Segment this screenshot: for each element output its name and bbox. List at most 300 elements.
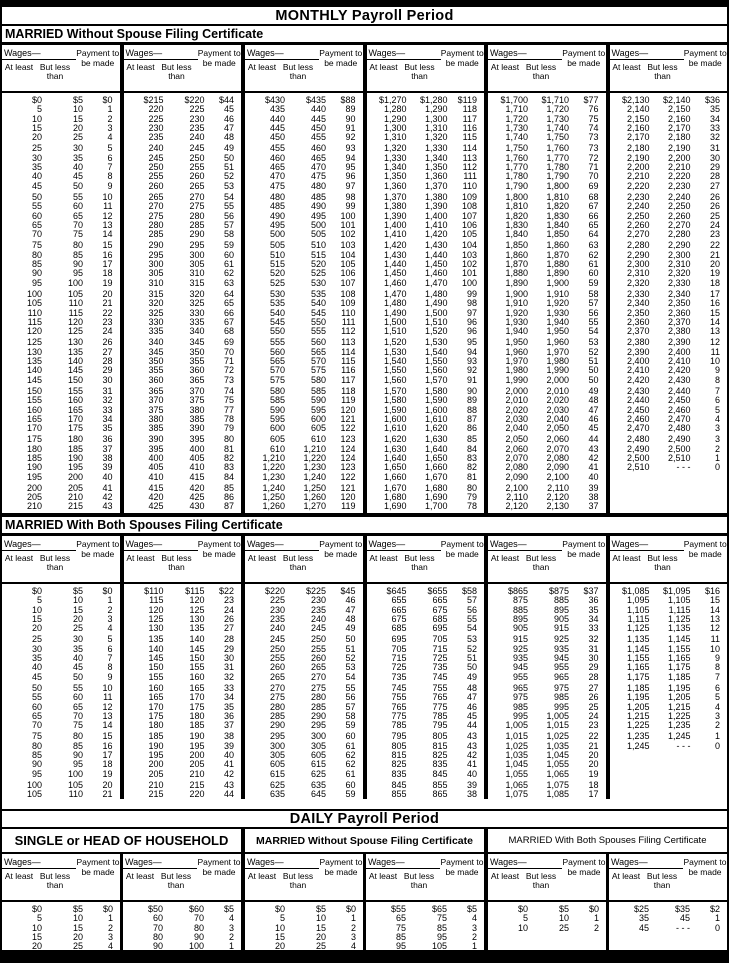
table-row <box>245 942 363 951</box>
payment-amount: 8 <box>107 662 113 673</box>
wage-at-least: 1,155 <box>626 653 650 664</box>
wage-but-less-than: 2,040 <box>546 413 569 424</box>
wage-at-least: 290 <box>269 720 285 731</box>
wage-but-less-than: 1,990 <box>546 365 569 376</box>
wage-at-least: 695 <box>391 634 407 645</box>
wage-at-least: 1,215 <box>626 710 650 721</box>
payment-amount: 7 <box>107 653 113 664</box>
wages-header: Wages— <box>610 538 684 551</box>
wage-at-least: 250 <box>148 162 164 173</box>
wage-at-least: 200 <box>148 759 164 770</box>
payment-amount: $44 <box>218 95 234 105</box>
payment-amount: 107 <box>340 277 356 288</box>
wage-at-least: 55 <box>31 201 42 212</box>
payment-amount: 99 <box>345 201 356 212</box>
wage-but-less-than: 490 <box>310 201 326 212</box>
payment-amount: 1 <box>714 452 720 463</box>
wage-at-least: 795 <box>391 731 407 742</box>
table-row <box>610 279 728 288</box>
wage-but-less-than: 1,400 <box>424 210 448 221</box>
wage-but-less-than: 500 <box>310 219 326 230</box>
wage-but-less-than: 300 <box>189 249 205 260</box>
wage-but-less-than: 75 <box>436 913 447 924</box>
wage-at-least: $1,085 <box>621 586 650 596</box>
wage-but-less-than: 115 <box>68 307 83 318</box>
wage-at-least: 1,490 <box>383 307 407 318</box>
table-rows <box>609 902 727 933</box>
table-rows <box>245 93 363 512</box>
payment-amount: 26 <box>223 613 234 624</box>
payment-amount: 110 <box>341 307 356 318</box>
wage-but-less-than: 60 <box>72 692 83 703</box>
payment-amount: 0 <box>228 952 234 963</box>
wage-but-less-than: 1,015 <box>546 720 569 731</box>
wage-at-least: 90 <box>31 759 42 770</box>
wage-at-least: 1,105 <box>626 604 650 615</box>
table-row <box>124 424 242 433</box>
wage-but-less-than: 1,540 <box>424 346 448 357</box>
wage-but-less-than: 1,590 <box>424 395 448 406</box>
wage-but-less-than: 2,130 <box>546 501 569 512</box>
payment-amount: 23 <box>223 595 234 606</box>
monthly-mwbs-table <box>2 536 727 799</box>
wage-at-least: 1,730 <box>505 122 528 133</box>
wage-at-least: 1,015 <box>505 731 528 742</box>
payment-amount: 39 <box>102 462 113 473</box>
wage-at-least: 80 <box>152 931 163 942</box>
wage-but-less-than: 2,430 <box>667 374 691 385</box>
wage-but-less-than: 1,320 <box>424 132 448 143</box>
wage-but-less-than: 1,720 <box>546 104 569 115</box>
table-row <box>2 115 120 124</box>
wage-at-least: $0 <box>274 904 285 914</box>
payment-amount: 1 <box>471 941 477 952</box>
wage-at-least: 2,310 <box>626 268 650 279</box>
wage-at-least: 60 <box>31 210 42 221</box>
wage-at-least: $645 <box>386 586 407 596</box>
table-row <box>2 144 120 153</box>
wage-at-least: 375 <box>148 404 164 415</box>
wage-at-least: 1,920 <box>505 307 528 318</box>
payment-amount: 76 <box>588 104 599 115</box>
wage-but-less-than: 855 <box>432 779 448 790</box>
wage-but-less-than: 230 <box>310 595 326 606</box>
table-row <box>124 673 242 682</box>
payment-amount: 3 <box>714 710 720 721</box>
wage-but-less-than: 525 <box>310 268 326 279</box>
payment-amount: 91 <box>466 374 477 385</box>
payment-amount: 93 <box>466 356 477 367</box>
payment-amount: 26 <box>588 692 599 703</box>
wage-at-least: 655 <box>391 595 407 606</box>
wage-at-least: 635 <box>269 789 285 800</box>
table-row <box>245 953 363 962</box>
table-row <box>123 905 241 914</box>
wage-but-less-than: 40 <box>72 162 83 173</box>
wage-but-less-than: 1,310 <box>424 122 448 133</box>
wage-but-less-than: 610 <box>310 434 326 445</box>
payment-amount: 63 <box>223 277 234 288</box>
table-row <box>245 721 363 730</box>
payment-amount: 55 <box>223 201 234 212</box>
payment-amount: 33 <box>223 682 234 693</box>
payment-amount: 39 <box>223 740 234 751</box>
wage-but-less-than: 1,820 <box>546 201 569 212</box>
wage-but-less-than: 275 <box>310 682 326 693</box>
wage-at-least: 5 <box>36 104 42 115</box>
wage-but-less-than: 1,880 <box>546 259 569 270</box>
wage-at-least: 2,300 <box>626 259 650 270</box>
wage-but-less-than: 405 <box>189 452 205 463</box>
payment-amount: 3 <box>714 423 720 434</box>
table-row <box>123 953 241 962</box>
table-rows <box>124 584 242 800</box>
wage-at-least: 1,240 <box>262 482 285 493</box>
wage-at-least: 1,310 <box>383 132 407 143</box>
wage-but-less-than: 325 <box>189 298 205 309</box>
payment-amount: 28 <box>709 171 720 182</box>
wage-at-least: 1,900 <box>505 288 528 299</box>
wage-at-least: 1,950 <box>505 337 528 348</box>
wage-at-least: 715 <box>391 653 407 664</box>
payment-amount: 3 <box>350 931 356 942</box>
wage-at-least: 15 <box>31 613 42 624</box>
wage-but-less-than: 100 <box>67 277 83 288</box>
payment-amount: 4 <box>350 941 356 952</box>
payment-amount: 10 <box>709 643 720 654</box>
payment-amount: 22 <box>709 240 720 251</box>
payment-amount: 86 <box>466 423 477 434</box>
wage-at-least: 240 <box>269 623 285 634</box>
wage-but-less-than: 1,750 <box>546 132 569 143</box>
wage-at-least: 1,520 <box>383 337 407 348</box>
wage-but-less-than: 15 <box>72 604 83 615</box>
payment-amount: 43 <box>588 443 599 454</box>
table-row <box>367 327 485 336</box>
wage-at-least: 35 <box>638 913 649 924</box>
wage-but-less-than: 1,380 <box>424 191 448 202</box>
payment-amount: 29 <box>102 365 113 376</box>
wage-but-less-than: 1,025 <box>546 731 569 742</box>
wage-at-least: 55 <box>31 692 42 703</box>
wage-at-least: 160 <box>26 404 42 415</box>
table-row <box>367 770 485 779</box>
table-row <box>488 905 606 914</box>
payment-amount: 111 <box>463 171 477 182</box>
table-column-group <box>2 536 124 799</box>
table-row <box>2 654 120 663</box>
payment-amount: 58 <box>588 288 599 299</box>
payment-amount: 8 <box>714 662 720 673</box>
wage-at-least: 1,860 <box>505 249 528 260</box>
monthly-mwos-section-title: MARRIED Without Spouse Filing Certificate <box>2 26 727 45</box>
wage-at-least: 50 <box>31 682 42 693</box>
wage-at-least: 1,420 <box>383 240 407 251</box>
wage-but-less-than: 1,660 <box>424 462 448 473</box>
wage-but-less-than: 1,350 <box>424 162 448 173</box>
wages-header: Wages— <box>367 538 441 551</box>
wage-but-less-than: 80 <box>72 240 83 251</box>
wage-at-least: 5 <box>522 913 528 924</box>
payment-amount: 17 <box>102 750 113 761</box>
payment-amount: 78 <box>466 501 477 512</box>
wage-but-less-than: 190 <box>67 452 83 463</box>
table-row <box>245 933 363 942</box>
wage-at-least: 260 <box>269 662 285 673</box>
wage-but-less-than: 70 <box>72 710 83 721</box>
wage-but-less-than: 430 <box>189 501 205 512</box>
wage-at-least: 1,410 <box>383 229 407 240</box>
but-less-than-header: But less than <box>647 553 678 572</box>
at-least-header: At least <box>126 553 155 563</box>
wages-subheaders <box>2 869 76 900</box>
at-least-header: At least <box>4 62 34 72</box>
wage-but-less-than: 110 <box>68 298 83 309</box>
wage-at-least: 460 <box>269 152 285 163</box>
wage-at-least: 505 <box>269 240 285 251</box>
payment-amount: 0 <box>714 462 720 473</box>
wage-but-less-than: 2,230 <box>667 180 691 191</box>
wage-at-least: 2,230 <box>626 191 650 202</box>
table-row <box>124 502 242 511</box>
wage-at-least: 2,050 <box>505 434 528 445</box>
wage-but-less-than: 20 <box>72 122 83 133</box>
payment-amount: 94 <box>466 346 477 357</box>
wage-but-less-than: 95 <box>436 931 447 942</box>
payment-amount: 34 <box>223 692 234 703</box>
table-row <box>2 163 120 172</box>
wage-but-less-than: 595 <box>310 404 326 415</box>
wage-at-least: $0 <box>31 95 42 105</box>
wage-but-less-than: 1,580 <box>424 385 448 396</box>
payment-amount: 8 <box>107 171 113 182</box>
payment-amount: 90 <box>345 113 356 124</box>
wage-but-less-than: 475 <box>310 171 326 182</box>
payment-amount: 5 <box>714 692 720 703</box>
wage-at-least: 2,350 <box>626 307 650 318</box>
table-row <box>2 502 120 511</box>
wage-but-less-than: 1,480 <box>424 288 448 299</box>
wage-at-least: 5 <box>36 595 42 606</box>
wage-at-least: 975 <box>512 692 528 703</box>
wage-at-least: 540 <box>269 307 285 318</box>
wage-at-least: 310 <box>148 277 164 288</box>
payment-amount: 22 <box>588 731 599 742</box>
wage-at-least: 1,780 <box>505 171 528 182</box>
payment-amount: 23 <box>588 720 599 731</box>
column-header <box>124 45 242 93</box>
wage-at-least: 255 <box>269 653 285 664</box>
wage-at-least: 10 <box>31 604 42 615</box>
payment-amount: 1 <box>350 913 356 924</box>
wage-but-less-than: 1,900 <box>546 277 569 288</box>
payment-amount: 2 <box>107 604 113 615</box>
daily-single-table <box>2 854 241 963</box>
payment-amount: 24 <box>588 710 599 721</box>
table-column-group <box>367 45 489 513</box>
wage-but-less-than: 290 <box>189 229 205 240</box>
wages-header-block <box>610 536 684 582</box>
payment-amount: 50 <box>466 662 477 673</box>
wage-but-less-than: 1,220 <box>303 452 326 463</box>
payment-amount: 4 <box>714 701 720 712</box>
wage-but-less-than: 1,145 <box>667 634 691 645</box>
payment-amount: 73 <box>588 132 599 143</box>
wage-at-least: 1,055 <box>505 768 528 779</box>
wage-but-less-than: 1,640 <box>424 443 448 454</box>
wage-but-less-than: 2,440 <box>667 385 691 396</box>
table-row <box>488 673 606 682</box>
wage-but-less-than: 470 <box>310 162 326 173</box>
wage-at-least: 765 <box>391 701 407 712</box>
payment-amount: 36 <box>588 595 599 606</box>
wage-at-least: 210 <box>148 779 164 790</box>
monthly-mwos-table <box>2 45 727 513</box>
table-row <box>488 327 606 336</box>
wage-but-less-than: 365 <box>189 374 205 385</box>
wage-at-least: $50 <box>147 904 163 914</box>
payment-amount: 85 <box>466 434 477 445</box>
payment-header: Payment to be made <box>76 48 120 68</box>
payment-amount: 87 <box>223 501 234 512</box>
wage-at-least: 385 <box>148 423 164 434</box>
payment-header: Payment to be made <box>562 48 606 68</box>
table-row <box>123 914 241 923</box>
payment-amount: 121 <box>340 482 356 493</box>
top-rule <box>0 0 729 7</box>
wage-at-least: 825 <box>391 759 407 770</box>
payment-amount: 113 <box>462 152 477 163</box>
table-row <box>366 933 484 942</box>
wage-at-least: 550 <box>269 326 285 337</box>
at-least-header: At least <box>368 871 398 881</box>
wage-but-less-than: 895 <box>553 604 569 615</box>
wage-but-less-than: 2,180 <box>667 132 691 143</box>
payment-amount: 62 <box>223 268 234 279</box>
wage-at-least: 285 <box>269 710 285 721</box>
wage-at-least: 725 <box>391 662 407 673</box>
payment-amount: 61 <box>588 259 599 270</box>
payment-amount: 42 <box>466 750 477 761</box>
wage-at-least: 845 <box>391 779 407 790</box>
wage-but-less-than: 2,310 <box>667 259 691 270</box>
table-rows <box>610 584 728 751</box>
wage-at-least: 390 <box>148 434 164 445</box>
wage-at-least: $215 <box>143 95 164 105</box>
table-row <box>245 230 363 239</box>
payment-amount: 75 <box>223 395 234 406</box>
wage-but-less-than: 1,600 <box>424 404 448 415</box>
wage-but-less-than: 805 <box>432 731 448 742</box>
wage-but-less-than: 2,200 <box>667 152 691 163</box>
wage-at-least: 115 <box>149 595 164 606</box>
payment-amount: 2 <box>714 720 720 731</box>
payment-amount: 27 <box>102 346 113 357</box>
wage-at-least: 125 <box>26 337 42 348</box>
wage-but-less-than: 180 <box>67 434 83 445</box>
wage-at-least: 1,320 <box>383 143 407 154</box>
payment-amount: 95 <box>466 337 477 348</box>
wages-subheaders <box>124 60 198 91</box>
wage-but-less-than: 2,060 <box>546 434 569 445</box>
wage-at-least: 15 <box>31 931 42 942</box>
wages-header: Wages— <box>2 538 76 551</box>
wage-but-less-than: 55 <box>315 952 326 963</box>
payment-amount: 107 <box>461 210 477 221</box>
wage-at-least: 340 <box>148 337 164 348</box>
wages-subheaders <box>488 60 562 91</box>
wage-at-least: 2,020 <box>505 404 528 415</box>
payment-amount: 104 <box>340 249 356 260</box>
wage-but-less-than: 1,670 <box>424 471 448 482</box>
column-header <box>245 854 363 902</box>
wage-at-least: 2,170 <box>626 132 650 143</box>
wage-at-least: 915 <box>512 634 528 645</box>
wage-but-less-than: 1,520 <box>424 326 448 337</box>
wage-at-least: 120 <box>148 604 164 615</box>
wage-at-least: 755 <box>391 692 407 703</box>
payment-amount: 57 <box>466 595 477 606</box>
wage-at-least: 175 <box>26 434 42 445</box>
wage-but-less-than: 395 <box>189 434 205 445</box>
wage-at-least: 665 <box>391 604 407 615</box>
table-row <box>245 914 363 923</box>
wage-at-least: 2,220 <box>626 180 650 191</box>
payment-header: Payment to be made <box>197 857 241 877</box>
wage-at-least: 100 <box>26 779 42 790</box>
payment-amount: 108 <box>461 201 477 212</box>
payment-amount: 86 <box>223 492 234 503</box>
column-header <box>2 854 120 902</box>
wage-at-least: 10 <box>274 922 285 933</box>
wage-at-least: 380 <box>148 413 164 424</box>
payment-amount: 98 <box>466 298 477 309</box>
payment-amount: 61 <box>345 740 356 751</box>
payment-amount: 43 <box>466 740 477 751</box>
wage-but-less-than: 1,085 <box>546 789 569 800</box>
wage-but-less-than: 90 <box>72 259 83 270</box>
payment-amount: 32 <box>709 132 720 143</box>
payment-amount: 20 <box>588 759 599 770</box>
wage-but-less-than: 2,100 <box>546 471 569 482</box>
payment-amount: 21 <box>588 740 599 751</box>
wage-but-less-than: 215 <box>67 501 83 512</box>
payment-amount: 36 <box>223 710 234 721</box>
wage-at-least: 45 <box>638 922 649 933</box>
table-row <box>367 721 485 730</box>
payment-amount: 20 <box>588 750 599 761</box>
but-less-than-header: But less than <box>282 553 314 572</box>
table-row <box>2 154 120 163</box>
table-row <box>366 942 484 951</box>
wage-but-less-than: 1,115 <box>668 604 691 615</box>
wage-but-less-than: 545 <box>310 307 326 318</box>
wage-at-least: 10 <box>31 113 42 124</box>
payment-amount: 58 <box>223 229 234 240</box>
payment-amount: 3 <box>714 434 720 445</box>
payment-amount: 43 <box>102 501 113 512</box>
wage-at-least: 1,350 <box>383 171 407 182</box>
payment-amount: 54 <box>466 623 477 634</box>
wages-subheaders <box>367 551 441 582</box>
wage-at-least: 285 <box>148 229 164 240</box>
wages-header: Wages— <box>609 856 683 869</box>
payment-header: Payment to be made <box>197 539 241 559</box>
wages-subheaders <box>2 60 76 91</box>
at-least-header: At least <box>247 62 277 72</box>
wage-at-least: 2,460 <box>626 413 650 424</box>
payment-amount: 111 <box>341 316 356 327</box>
